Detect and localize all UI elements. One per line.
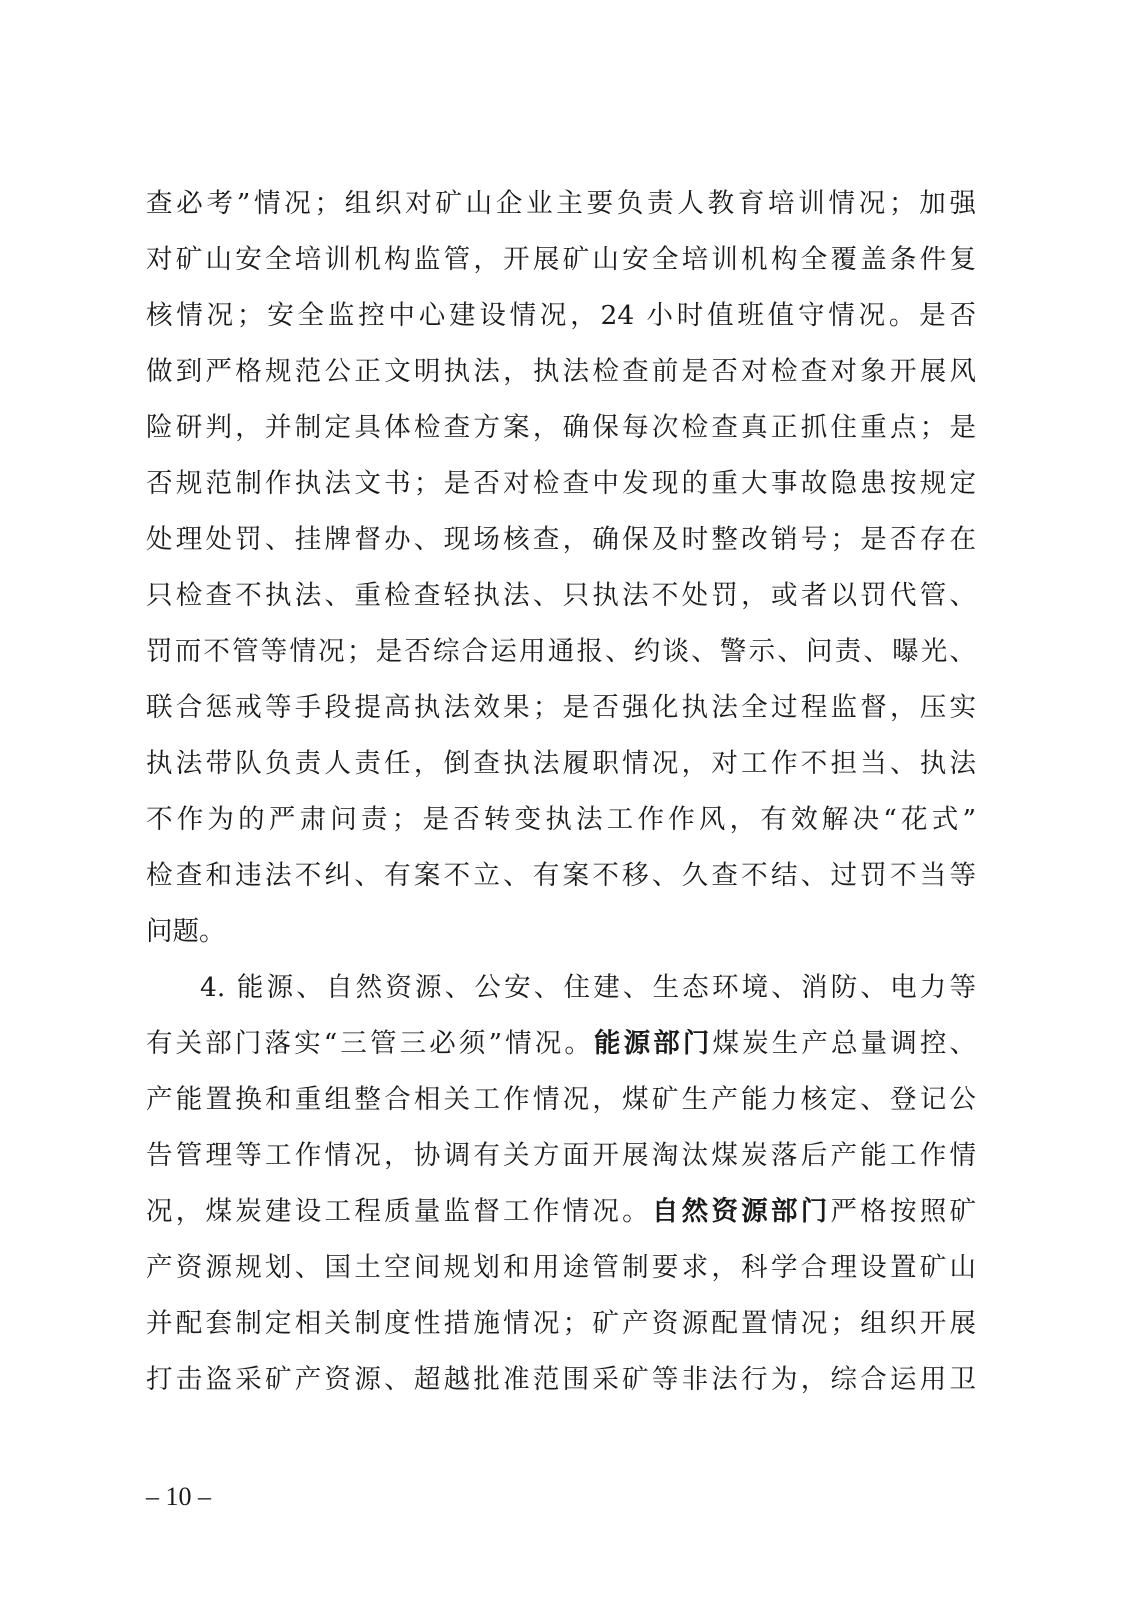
text-line: 查必考”情况；组织对矿山企业主要负责人教育培训情况；加强	[146, 188, 976, 219]
text-line: 联合惩戒等手段提高执法效果；是否强化执法全过程监督，压实	[146, 692, 976, 723]
text-line: 否规范制作执法文书；是否对检查中发现的重大事故隐患按规定	[146, 468, 976, 499]
text-line: 只检查不执法、重检查轻执法、只执法不处罚，或者以罚代管、	[146, 580, 976, 611]
text-line	[146, 1016, 976, 1072]
bold-heading-natural-resources-department: 自然资源部门	[651, 1196, 831, 1227]
text-line: 做到严格规范公正文明执法，执法检查前是否对检查对象开展风	[146, 356, 976, 387]
text-line: 执法带队负责人责任，倒查执法履职情况，对工作不担当、执法	[146, 748, 976, 779]
text-line: 核情况；安全监控中心建设情况，24 小时值班值守情况。是否	[146, 300, 976, 331]
text-line: 检查和违法不纠、有案不立、有案不移、久查不结、过罚不当等	[146, 860, 976, 891]
text-line: 产资源规划、国土空间规划和用途管制要求，科学合理设置矿山	[146, 1252, 976, 1283]
text-line: 处理处罚、挂牌督办、现场核查，确保及时整改销号；是否存在	[146, 524, 976, 555]
text-line: 不作为的严肃问责；是否转变执法工作作风，有效解决“花式”	[146, 804, 976, 835]
text-line: 险研判，并制定具体检查方案，确保每次检查真正抓住重点；是	[146, 412, 976, 443]
text-segment: 严格按照矿	[830, 1196, 976, 1227]
text-line: 告管理等工作情况，协调有关方面开展淘汰煤炭落后产能工作情	[146, 1140, 976, 1171]
text-line: 罚而不管等情况；是否综合运用通报、约谈、警示、问责、曝光、	[146, 636, 976, 667]
bold-heading-energy-department: 能源部门	[594, 1028, 713, 1059]
page-number: – 10 –	[146, 1482, 211, 1511]
text-segment: 煤炭生产总量调控、	[712, 1028, 976, 1059]
text-segment: 况，煤炭建设工程质量监督工作情况。	[146, 1196, 652, 1227]
text-line	[146, 1184, 976, 1240]
text-line: 问题。	[146, 916, 226, 947]
text-line: 打击盗采矿产资源、超越批准范围采矿等非法行为，综合运用卫	[146, 1364, 976, 1395]
text-line: 产能置换和重组整合相关工作情况，煤矿生产能力核定、登记公	[146, 1084, 976, 1115]
text-line: 对矿山安全培训机构监管，开展矿山安全培训机构全覆盖条件复	[146, 244, 976, 275]
text-segment: 有关部门落实“三管三必须”情况。	[146, 1028, 595, 1059]
text-line: 并配套制定相关制度性措施情况；矿产资源配置情况；组织开展	[146, 1308, 976, 1339]
body-text	[146, 176, 976, 1408]
paragraph-heading-line: 4. 能源、自然资源、公安、住建、生态环境、消防、电力等	[200, 972, 976, 1003]
